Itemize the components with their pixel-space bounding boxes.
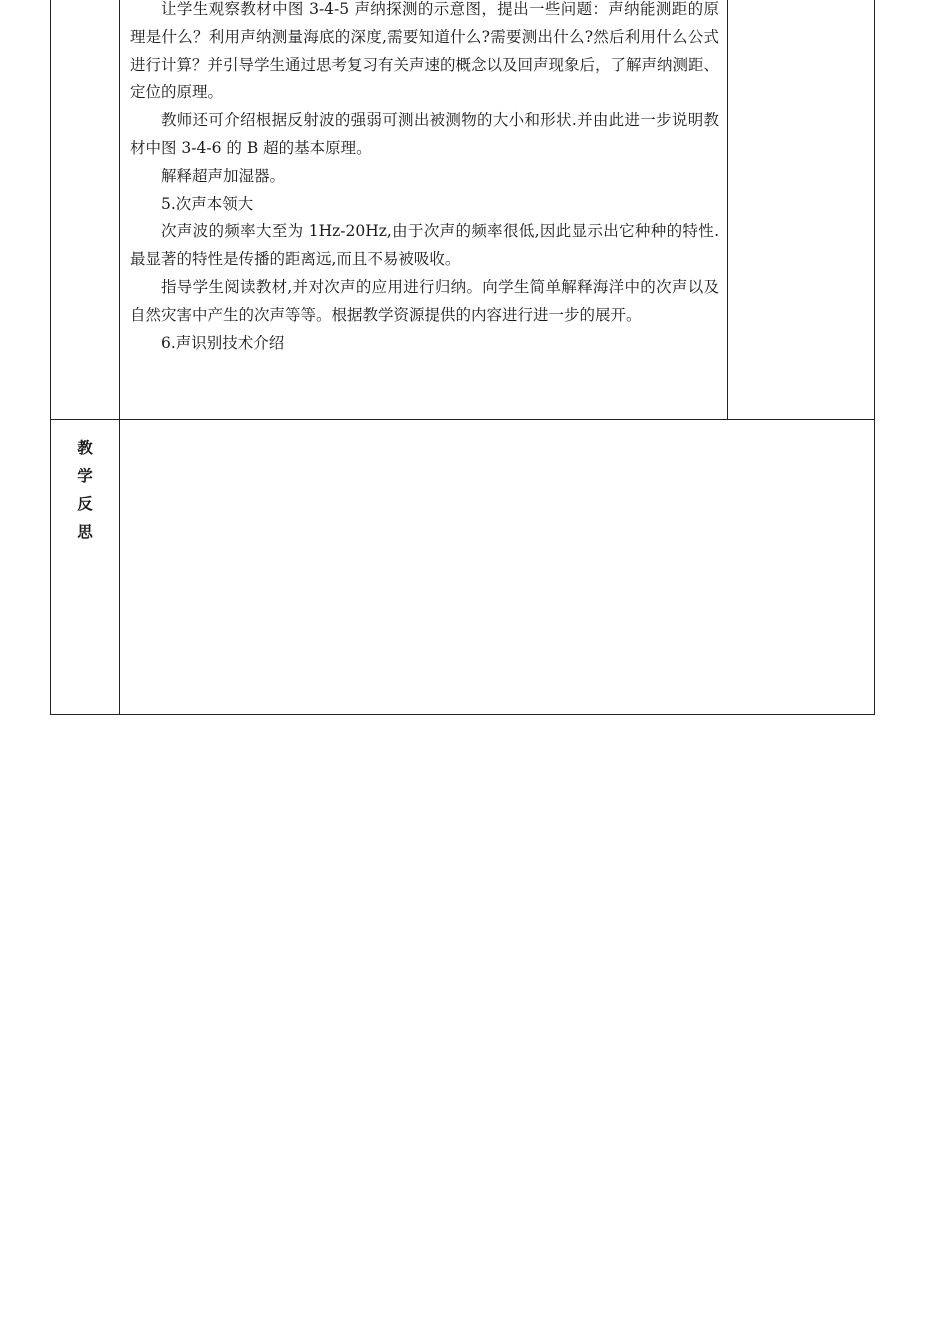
row-label-cell [51,0,120,419]
section-heading-sound-recognition: 6.声识别技术介绍 [161,333,285,352]
reflection-label-char: 学 [77,467,93,485]
paragraph-ultrasonic-humidifier: 解释超声加湿器。 [161,166,286,185]
notes-cell [728,0,874,419]
paragraph-reflected-wave: 教师还可介绍根据反射波的强弱可测出被测物的大小和形状.并由此进一步说明教材中图 3-4-6 的 B 超的基本原理。 [130,111,719,157]
lesson-plan-table [50,0,875,715]
paragraph-sonar-intro: 让学生观察教材中图 3-4-5 声纳探测的示意图，提出一些问题：声纳能测距的原理是什么？利用声纳测量海底的深度,需要知道什么?需要测出什么?然后利用什么公式进行计算？并引导学生通过思考复习有关声速的概念以及回声现象后，了解声纳测距、定位的原理。 [130,0,720,102]
teaching-process-row [51,0,874,420]
teaching-reflection-row [51,420,874,714]
reflection-content-cell[interactable] [120,420,874,714]
reflection-label-char: 思 [77,523,93,541]
reflection-label [51,434,119,546]
paragraph-infrasound-applications: 指导学生阅读教材,并对次声的应用进行归纳。向学生简单解释海洋中的次声以及自然灾害中产生的次声等等。根据教学资源提供的内容进行进一步的展开。 [130,277,719,324]
teaching-content-cell [120,0,728,419]
reflection-label-cell [51,420,120,714]
reflection-label-char: 教 [77,439,93,457]
paragraph-infrasound-properties: 次声波的频率大至为 1Hz-20Hz,由于次声的频率很低,因此显示出它种种的特性.最显著的特性是传播的距离远,而且不易被吸收。 [130,222,719,269]
section-heading-infrasound: 5.次声本领大 [161,194,254,213]
reflection-label-char: 反 [77,495,93,513]
